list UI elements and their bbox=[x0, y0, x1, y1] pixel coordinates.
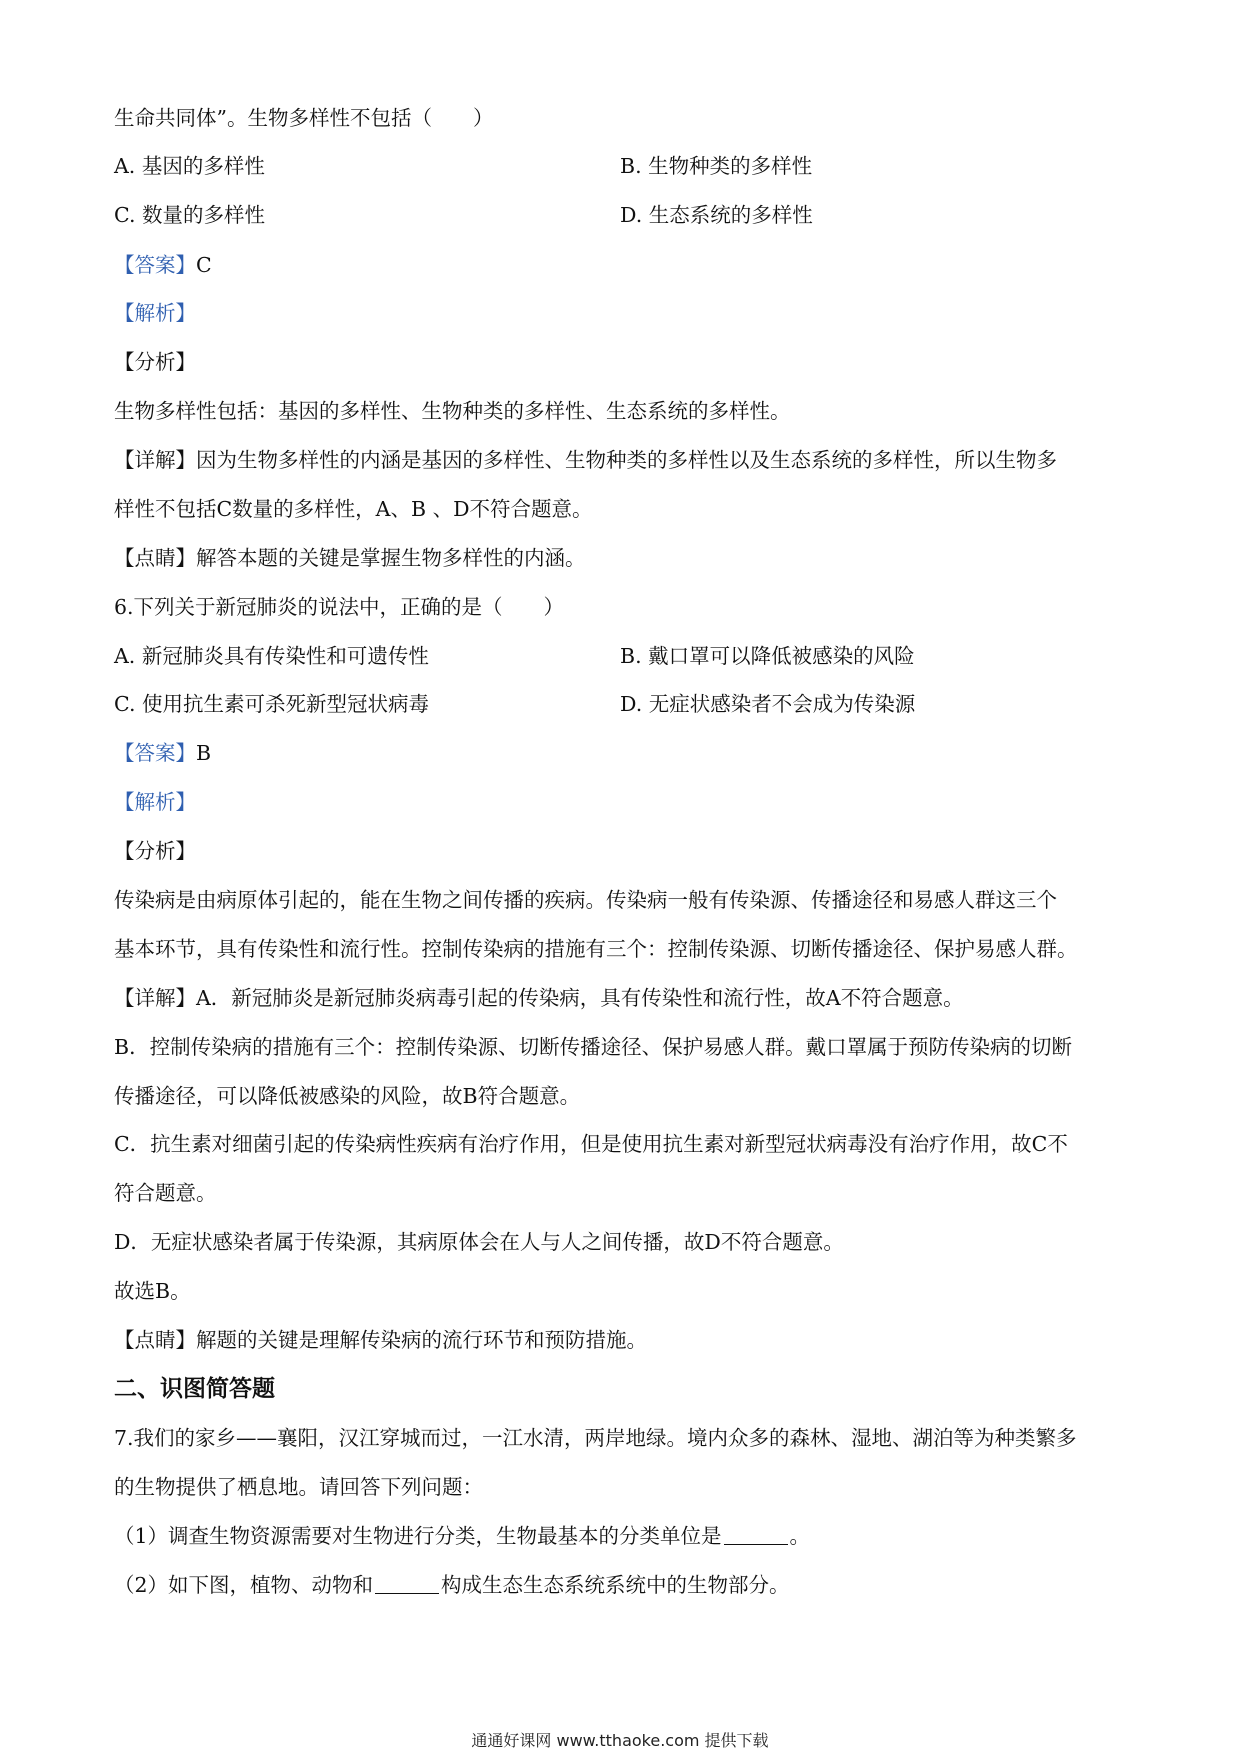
q5-detail-line1 bbox=[114, 446, 1134, 474]
q7-sub2 bbox=[114, 1571, 1134, 1599]
q6-option-d: D. 无症状感染者不会成为传染源 bbox=[620, 692, 916, 716]
q5-analysis-tag: 【分析】 bbox=[114, 350, 196, 374]
q6-detail-a-text: A．新冠肺炎是新冠肺炎病毒引起的传染病，具有传染性和流行性，故A不符合题意。 bbox=[196, 986, 964, 1010]
q5-tip-tag: 【点睛】 bbox=[114, 546, 196, 570]
q5-analysis-text: 生物多样性包括：基因的多样性、生物种类的多样性、生态系统的多样性。 bbox=[114, 399, 791, 423]
q6-answer-value: B bbox=[196, 741, 212, 765]
q6-conclusion: 故选B。 bbox=[114, 1279, 191, 1303]
answer-blank[interactable] bbox=[724, 1524, 788, 1545]
q5-detail-tag: 【详解】 bbox=[114, 448, 196, 472]
q7-sub1-text: （1）调查生物资源需要对生物进行分类，生物最基本的分类单位是 bbox=[114, 1524, 722, 1548]
q5-answer-value: C bbox=[196, 253, 212, 277]
q7-stem-line1: 7.我们的家乡——襄阳，汉江穿城而过，一江水清，两岸地绿。境内众多的森林、湿地、湖泊等为种类繁多 bbox=[114, 1426, 1077, 1450]
q6-option-a: A. 新冠肺炎具有传染性和可遗传性 bbox=[114, 644, 429, 668]
q6-analysis-tag: 【分析】 bbox=[114, 839, 196, 863]
q5-stem: 生命共同体”。生物多样性不包括（ ） bbox=[114, 106, 494, 130]
q5-option-c: C. 数量的多样性 bbox=[114, 203, 265, 227]
q7-sub2-end: 构成生态生态系统系统中的生物部分。 bbox=[441, 1573, 790, 1597]
q7-sub1 bbox=[114, 1522, 1134, 1550]
section-heading: 二、识图简答题 bbox=[114, 1375, 275, 1402]
q6-detail-c-line2: 符合题意。 bbox=[114, 1181, 217, 1205]
q6-detail-b-line1: B．控制传染病的措施有三个：控制传染源、切断传播途径、保护易感人群。戴口罩属于预防传染病的切断 bbox=[114, 1035, 1073, 1059]
q7-sub2-text: （2）如下图，植物、动物和 bbox=[114, 1573, 374, 1597]
q6-tip-tag: 【点睛】 bbox=[114, 1328, 196, 1352]
q6-analysis-line1: 传染病是由病原体引起的，能在生物之间传播的疾病。传染病一般有传染源、传播途径和易感人群这三个 bbox=[114, 888, 1057, 912]
q5-option-a: A. 基因的多样性 bbox=[114, 154, 265, 178]
q6-explain-tag: 【解析】 bbox=[114, 790, 196, 814]
q5-explain-tag: 【解析】 bbox=[114, 301, 196, 325]
q6-analysis-line2: 基本环节，具有传染性和流行性。控制传染病的措施有三个：控制传染源、切断传播途径、保护易感人群。 bbox=[114, 937, 1078, 961]
q6-stem: 6.下列关于新冠肺炎的说法中，正确的是（ ） bbox=[114, 595, 565, 619]
q6-tip bbox=[114, 1326, 1134, 1354]
q5-detail-line2: 样性不包括C数量的多样性，A、B 、D不符合题意。 bbox=[114, 497, 593, 521]
q6-detail-tag: 【详解】 bbox=[114, 986, 196, 1010]
q6-detail-b-line2: 传播途径，可以降低被感染的风险，故B符合题意。 bbox=[114, 1084, 581, 1108]
q6-answer bbox=[114, 739, 1134, 767]
q5-option-d: D. 生态系统的多样性 bbox=[620, 203, 813, 227]
q7-stem-line2: 的生物提供了栖息地。请回答下列问题： bbox=[114, 1475, 483, 1499]
q7-sub1-end: 。 bbox=[789, 1524, 811, 1548]
q6-detail-a bbox=[114, 984, 1134, 1012]
q5-option-b: B. 生物种类的多样性 bbox=[620, 154, 813, 178]
answer-blank[interactable] bbox=[375, 1573, 439, 1594]
page-footer: 通通好课网 www.tthaoke.com 提供下载 bbox=[471, 1731, 769, 1750]
q6-tip-text: 解题的关键是理解传染病的流行环节和预防措施。 bbox=[196, 1328, 647, 1352]
q5-detail-text: 因为生物多样性的内涵是基因的多样性、生物种类的多样性以及生态系统的多样性，所以生物多 bbox=[196, 448, 1057, 472]
q5-tip bbox=[114, 544, 1134, 572]
q5-answer bbox=[114, 251, 1134, 279]
q6-option-c: C. 使用抗生素可杀死新型冠状病毒 bbox=[114, 692, 429, 716]
q5-answer-tag: 【答案】 bbox=[114, 253, 196, 277]
q5-tip-text: 解答本题的关键是掌握生物多样性的内涵。 bbox=[196, 546, 586, 570]
q6-answer-tag: 【答案】 bbox=[114, 741, 196, 765]
q6-detail-c-line1: C．抗生素对细菌引起的传染病性疾病有治疗作用，但是使用抗生素对新型冠状病毒没有治疗作用，故C不 bbox=[114, 1132, 1068, 1156]
q6-option-b: B. 戴口罩可以降低被感染的风险 bbox=[620, 644, 915, 668]
q6-detail-d: D．无症状感染者属于传染源，其病原体会在人与人之间传播，故D不符合题意。 bbox=[114, 1230, 844, 1254]
